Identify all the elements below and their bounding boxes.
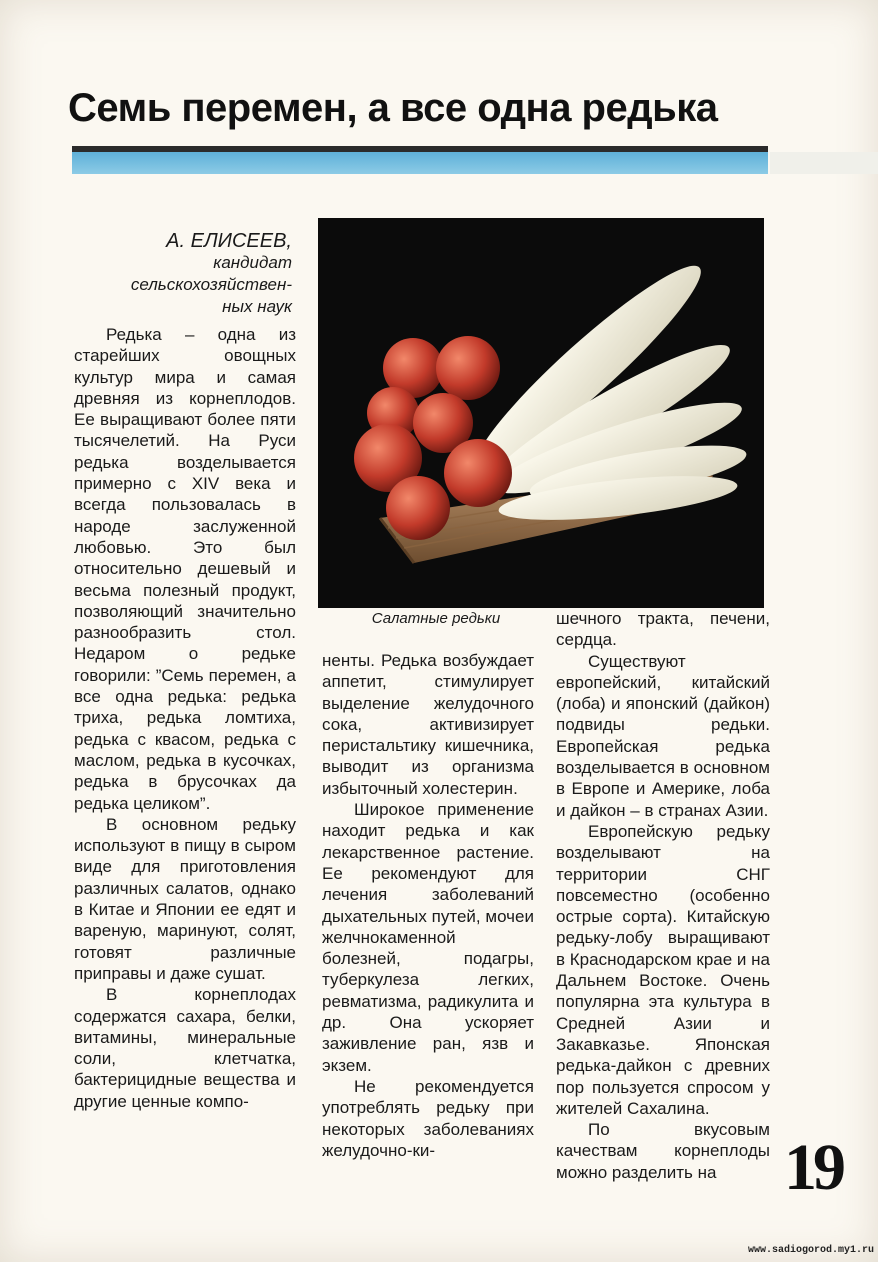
paragraph: В корнеплодах содержатся сахара, белки, витамины, минеральные соли, клетчатка, бактерицидные вещества и другие ценные компо- — [74, 985, 296, 1111]
paragraph: Не рекомендуется употреблять редьку при некоторых заболеваниях желудочно-ки- — [322, 1076, 534, 1160]
paragraph: Широкое применение находит редька и как лекарственное растение. Ее рекомендуют для лечения заболеваний дыхательных путей, мочеи желчнокаменной болезней, подагры, туберкулеза легких, ревматизма, радикулита и др. Она ускоряет заживление ран, язв и экзем. — [322, 800, 534, 1075]
title-color-band — [72, 152, 768, 174]
page-number: 19 — [784, 1131, 842, 1204]
paragraph: По вкусовым качествам корнеплоды можно разделить на — [556, 1120, 770, 1182]
author-degree-line-2: сельскохозяйствен- — [130, 275, 292, 294]
paragraph: ненты. Редька возбуждает аппетит, стимулирует выделение желудочного сока, активизирует перистальтику кишечника, выводит из организма избыточный холестерин. — [322, 651, 534, 798]
text-column-2 — [322, 650, 534, 1161]
paragraph: Существуют европейский, китайский (лоба) и японский (дайкон) подвиды редьки. Европейская редька возделывается в основном в Европе и Америке, лоба и дайкон – в странах Азии. — [556, 651, 770, 820]
article-title: Семь перемен, а все одна редька — [68, 86, 718, 130]
author-name: А. ЕЛИСЕЕВ, — [166, 230, 292, 252]
author-block — [80, 230, 292, 318]
paragraph: Редька – одна из старейших овощных культур мира и самая древняя из корнеплодов. Ее выращивают более пяти тысячелетий. На Руси редька возделывается примерно с XIV века и всегда пользовалась в народе заслуженной любовью. Это был относительно дешевый и весьма полезный продукт, позволяющий значительно разнообразить стол. Недаром о редьке говорили: ”Семь перемен, а все одна редька: редька триха, редька ломтиха, редька с квасом, редька с маслом, редька в кусочках, редька в брусочках да редька целиком”. — [74, 325, 296, 813]
radish-basket-illustration — [318, 218, 764, 608]
paragraph: шечного тракта, печени, сердца. — [556, 609, 770, 650]
text-column-3 — [556, 608, 770, 1183]
side-band — [770, 152, 878, 174]
photo-caption: Салатные редьки — [371, 610, 501, 627]
text-column-1 — [74, 324, 296, 1112]
watermark-url: www.sadiogorod.my1.ru — [747, 1245, 874, 1256]
author-degree-line-3: ных наук — [222, 297, 292, 316]
paragraph: Европейскую редьку возделывают на территории СНГ повсеместно (особенно острые сорта). Китайскую редьку-лобу выращивают в Краснодарском крае и на Дальнем Востоке. Очень популярна эта культура в Средней Азии и Закавказье. Японская редька-дайкон с древних пор пользуется спросом у жителей Сахалина. — [556, 821, 770, 1118]
author-degree-line-1: кандидат — [213, 253, 292, 272]
paragraph: В основном редьку используют в пищу в сыром виде для приготовления различных салатов, однако в Китае и Японии ее едят и вареную, маринуют, солят, готовят различные приправы и даже сушат. — [74, 814, 296, 983]
radish-photo — [318, 218, 764, 608]
